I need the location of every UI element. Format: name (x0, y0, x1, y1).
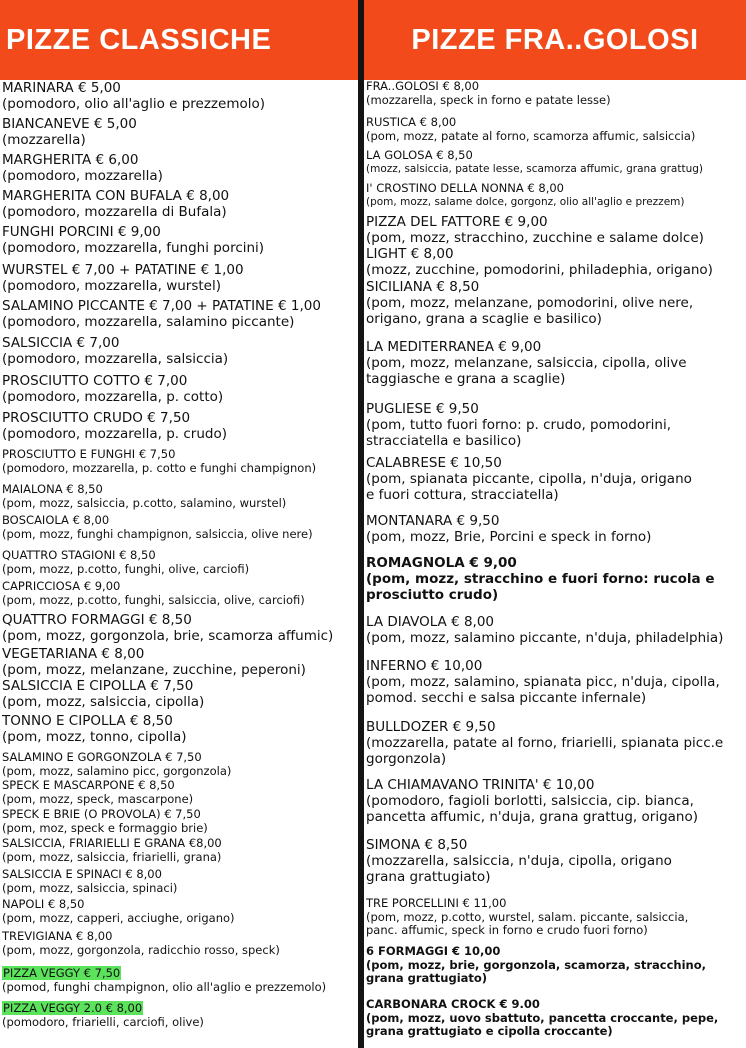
pizza-name-price: ROMAGNOLA € 9,00 (366, 555, 517, 571)
pizza-ingredients: (pom, mozz, speck, mascarpone) (2, 791, 194, 806)
pizza-ingredients: (pomodoro, mozzarella di Bufala) (2, 204, 227, 220)
right-menu-item (366, 897, 688, 938)
pizza-ingredients: (pom, mozz, stracchino e fuori forno: rucola e (366, 571, 715, 587)
pizza-ingredients: (mozzarella) (2, 132, 86, 148)
pizza-name-price: BOSCAIOLA € 8,00 (2, 513, 110, 527)
pizza-ingredients: (mozzarella, salsiccia, n'duja, cipolla, origano (366, 853, 672, 869)
pizza-name-price: I' CROSTINO DELLA NONNA € 8,00 (366, 181, 564, 195)
pizza-name-price: MONTANARA € 9,50 (366, 513, 500, 529)
left-menu-item (2, 612, 333, 644)
left-menu-item (2, 373, 223, 405)
left-menu-item (2, 448, 316, 475)
pizza-ingredients-continued: pancetta affumic, n'duja, grana grattug, origano) (366, 809, 698, 825)
pizza-ingredients: (pom, mozz, melanzane, salsiccia, cipolla, olive (366, 355, 687, 371)
pizza-ingredients-continued: grana grattugiato e cipolla croccante) (366, 1024, 613, 1038)
pizza-ingredients-continued: prosciutto crudo) (366, 587, 499, 603)
pizza-ingredients: (pom, mozz, tonno, cipolla) (2, 729, 187, 745)
right-menu-item (366, 998, 718, 1039)
pizza-ingredients: (pom, mozz, salame dolce, gorgonz, olio all'aglio e prezzem) (366, 195, 685, 208)
left-menu-item (2, 646, 306, 678)
right-menu-item (366, 80, 611, 107)
pizza-ingredients-continued: taggiasche e grana a scaglie) (366, 371, 566, 387)
right-menu-item (366, 945, 706, 986)
header-pizze-fragolosi: PIZZE FRA..GOLOSI (364, 0, 746, 80)
right-menu-item (366, 401, 671, 449)
pizza-ingredients: (pomodoro, mozzarella, p. cotto e funghi champignon) (2, 460, 317, 475)
right-menu-item (366, 182, 684, 209)
pizza-name-price: TRE PORCELLINI € 11,00 (366, 896, 507, 910)
left-menu-item (2, 410, 227, 442)
pizza-name-price: SALAMINO PICCANTE € 7,00 + PATATINE € 1,00 (2, 298, 321, 314)
pizza-name-price: SPECK E BRIE (O PROVOLA) € 7,50 (2, 807, 201, 821)
pizza-name-price: NAPOLI € 8,50 (2, 897, 85, 911)
pizza-name-price: QUATTRO STAGIONI € 8,50 (2, 548, 156, 562)
pizza-ingredients: (pom, mozz, gorgonzola, radicchio rosso, speck) (2, 942, 280, 957)
pizza-ingredients-continued: pomod. secchi e salsa piccante infernale) (366, 690, 647, 706)
pizza-name-price: MARGHERITA € 6,00 (2, 152, 139, 168)
pizza-name-price: PROSCIUTTO COTTO € 7,00 (2, 373, 188, 389)
right-menu-item (366, 513, 651, 545)
pizza-ingredients: (pomod, funghi champignon, olio all'aglio e prezzemolo) (2, 979, 327, 994)
pizza-name-price: WURSTEL € 7,00 + PATATINE € 1,00 (2, 262, 244, 278)
left-menu-item (2, 1002, 204, 1029)
pizza-name-price: PIZZA VEGGY 2.0 € 8,00 (3, 1001, 143, 1015)
left-menu-item (2, 808, 208, 835)
pizza-name-price: MARINARA € 5,00 (2, 80, 121, 96)
pizza-name-price: FUNGHI PORCINI € 9,00 (2, 224, 161, 240)
pizza-name-price: SIMONA € 8,50 (366, 837, 468, 853)
pizza-ingredients: (pom, mozz, stracchino, zucchine e salame dolce) (366, 230, 704, 246)
pizza-name-price: BULLDOZER € 9,50 (366, 719, 496, 735)
pizza-name-price: SPECK E MASCARPONE € 8,50 (2, 778, 175, 792)
column-divider (358, 0, 364, 1048)
left-menu-item (2, 514, 313, 541)
pizza-name-price: PIZZA DEL FATTORE € 9,00 (366, 214, 548, 230)
left-menu-item (2, 898, 235, 925)
left-menu-item (2, 262, 244, 294)
pizza-name-price: PUGLIESE € 9,50 (366, 401, 479, 417)
left-menu-item (2, 678, 204, 710)
pizza-ingredients: (pom, mozz, patate al forno, scamorza affumic, salsiccia) (366, 128, 696, 143)
pizza-ingredients: (mozz, salsiccia, patate lesse, scamorza affumic, grana grattug) (366, 162, 704, 175)
pizza-ingredients-continued: origano, grana a scaglie e basilico) (366, 311, 602, 327)
pizza-name-price: LA CHIAMAVANO TRINITA' € 10,00 (366, 777, 595, 793)
pizza-ingredients: (pom, mozz, p.cotto, funghi, salsiccia, olive, carciofi) (2, 592, 305, 607)
pizza-name-price: FRA..GOLOSI € 8,00 (366, 79, 480, 93)
left-menu-item (2, 483, 286, 510)
pizza-ingredients: (pom, tutto fuori forno: p. crudo, pomodorini, (366, 417, 672, 433)
left-menu-item (2, 188, 229, 220)
right-menu-item (366, 614, 723, 646)
pizza-name-price: SALSICCIA € 7,00 (2, 335, 120, 351)
pizza-ingredients-continued: gorgonzola) (366, 751, 447, 767)
pizza-ingredients: (pomodoro, mozzarella, salamino piccante) (2, 314, 295, 330)
pizza-ingredients: (pom, mozz, uovo sbattuto, pancetta croccante, pepe, (366, 1010, 719, 1025)
pizza-name-price: LA MEDITERRANEA € 9,00 (366, 339, 542, 355)
left-menu-item (2, 224, 264, 256)
pizza-name-price: 6 FORMAGGI € 10,00 (366, 944, 501, 958)
pizza-ingredients: (pom, mozz, salsiccia, spinaci) (2, 880, 178, 895)
pizza-name-price: SALSICCIA E SPINACI € 8,00 (2, 867, 162, 881)
pizza-name-price: TONNO E CIPOLLA € 8,50 (2, 713, 173, 729)
pizza-ingredients: (pomodoro, mozzarella, p. cotto) (2, 389, 224, 405)
left-menu-item (2, 549, 249, 576)
right-menu-item (366, 116, 695, 143)
left-menu-item (2, 930, 280, 957)
header-pizze-classiche: PIZZE CLASSICHE (0, 0, 358, 80)
pizza-name-price: PROSCIUTTO E FUNGHI € 7,50 (2, 447, 176, 461)
pizza-name-price: BIANCANEVE € 5,00 (2, 116, 137, 132)
pizza-ingredients: (pom, mozz, Brie, Porcini e speck in forno) (366, 529, 652, 545)
pizza-name-price: SICILIANA € 8,50 (366, 279, 480, 295)
pizza-name-price: MAIALONA € 8,50 (2, 482, 103, 496)
pizza-name-price: CARBONARA CROCK € 9.00 (366, 997, 540, 1011)
pizza-ingredients: (pomodoro, olio all'aglio e prezzemolo) (2, 96, 266, 112)
pizza-ingredients: (pom, mozz, p.cotto, wurstel, salam. piccante, salsiccia, (366, 909, 689, 924)
left-menu-item (2, 837, 222, 864)
pizza-name-price: SALSICCIA, FRIARIELLI E GRANA €8,00 (2, 836, 222, 850)
pizza-name-price: MARGHERITA CON BUFALA € 8,00 (2, 188, 230, 204)
left-menu-item (2, 967, 326, 994)
right-menu-item (366, 279, 693, 327)
pizza-ingredients: (mozzarella, speck in forno e patate lesse) (366, 92, 611, 107)
pizza-ingredients: (pomodoro, friarielli, carciofi, olive) (2, 1014, 204, 1029)
pizza-ingredients-continued: grana grattugiato) (366, 869, 491, 885)
pizza-ingredients: (pom, mozz, salsiccia, p.cotto, salamino, wurstel) (2, 495, 287, 510)
pizza-ingredients-continued: e fuori cottura, stracciatella) (366, 487, 559, 503)
pizza-ingredients: (pomodoro, mozzarella, wurstel) (2, 278, 221, 294)
right-menu-item (366, 837, 672, 885)
pizza-ingredients: (pomodoro, mozzarella, salsiccia) (2, 351, 229, 367)
pizza-name-price: LIGHT € 8,00 (366, 246, 454, 262)
pizza-name-price: INFERNO € 10,00 (366, 658, 483, 674)
right-menu-item (366, 455, 692, 503)
right-menu-item (366, 658, 720, 706)
pizza-ingredients: (pom, mozz, melanzane, zucchine, peperoni) (2, 662, 306, 678)
pizza-ingredients: (pom, mozz, brie, gorgonzola, scamorza, stracchino, (366, 957, 706, 972)
pizza-name-price: LA GOLOSA € 8,50 (366, 148, 473, 162)
pizza-ingredients: (pom, mozz, salsiccia, cipolla) (2, 694, 205, 710)
left-menu-item (2, 152, 163, 184)
pizza-ingredients: (pom, mozz, funghi champignon, salsiccia, olive nere) (2, 526, 313, 541)
pizza-ingredients: (pomodoro, fagioli borlotti, salsiccia, cip. bianca, (366, 793, 694, 809)
left-menu-item (2, 751, 231, 778)
pizza-ingredients: (mozz, zucchine, pomodorini, philadephia, origano) (366, 262, 713, 278)
pizza-name-price: SALAMINO E GORGONZOLA € 7,50 (2, 750, 202, 764)
pizza-ingredients-continued: stracciatella e basilico) (366, 433, 522, 449)
pizza-ingredients: (pom, moz, speck e formaggio brie) (2, 820, 208, 835)
pizza-name-price: SALSICCIA E CIPOLLA € 7,50 (2, 678, 194, 694)
pizza-name-price: QUATTRO FORMAGGI € 8,50 (2, 612, 192, 628)
pizza-ingredients-continued: panc. affumic, speck in forno e crudo fuori forno) (366, 923, 648, 937)
pizza-ingredients: (pom, mozz, salamino picc, gorgonzola) (2, 763, 232, 778)
right-menu-item (366, 246, 713, 278)
right-menu-item (366, 339, 687, 387)
left-menu-item (2, 779, 193, 806)
pizza-ingredients: (pomodoro, mozzarella) (2, 168, 163, 184)
pizza-ingredients: (mozzarella, patate al forno, friarielli, spianata picc.e (366, 735, 724, 751)
pizza-ingredients: (pom, mozz, gorgonzola, brie, scamorza affumic) (2, 628, 334, 644)
left-menu-item (2, 116, 137, 148)
pizza-ingredients: (pom, mozz, salamino piccante, n'duja, philadelphia) (366, 630, 724, 646)
pizza-ingredients: (pom, mozz, melanzane, pomodorini, olive nere, (366, 295, 694, 311)
pizza-ingredients: (pom, mozz, capperi, acciughe, origano) (2, 910, 235, 925)
left-menu-item (2, 580, 305, 607)
left-menu-item (2, 713, 187, 745)
right-menu-item (366, 149, 703, 176)
pizza-ingredients: (pomodoro, mozzarella, funghi porcini) (2, 240, 265, 256)
pizza-ingredients: (pom, mozz, salsiccia, friarielli, grana) (2, 849, 222, 864)
pizza-name-price: LA DIAVOLA € 8,00 (366, 614, 495, 630)
left-menu-item (2, 335, 228, 367)
pizza-name-price: VEGETARIANA € 8,00 (2, 646, 145, 662)
right-menu-item (366, 719, 723, 767)
pizza-name-price: RUSTICA € 8,00 (366, 115, 457, 129)
right-menu-item (366, 555, 715, 603)
pizza-ingredients: (pom, mozz, p.cotto, funghi, olive, carciofi) (2, 561, 250, 576)
pizza-ingredients: (pom, spianata piccante, cipolla, n'duja, origano (366, 471, 692, 487)
pizza-name-price: PIZZA VEGGY € 7,50 (3, 966, 121, 980)
pizza-name-price: CAPRICCIOSA € 9,00 (2, 579, 121, 593)
pizza-ingredients: (pom, mozz, salamino, spianata picc, n'duja, cipolla, (366, 674, 720, 690)
pizza-name-price: CALABRESE € 10,50 (366, 455, 502, 471)
pizza-name-price: PROSCIUTTO CRUDO € 7,50 (2, 410, 191, 426)
right-menu-item (366, 777, 698, 825)
pizza-name-price: TREVIGIANA € 8,00 (2, 929, 113, 943)
pizza-ingredients-continued: grana grattugiato) (366, 971, 488, 985)
left-menu-item (2, 868, 177, 895)
left-menu-item (2, 298, 321, 330)
right-menu-item (366, 214, 704, 246)
pizza-ingredients: (pomodoro, mozzarella, p. crudo) (2, 426, 227, 442)
left-menu-item (2, 80, 265, 112)
